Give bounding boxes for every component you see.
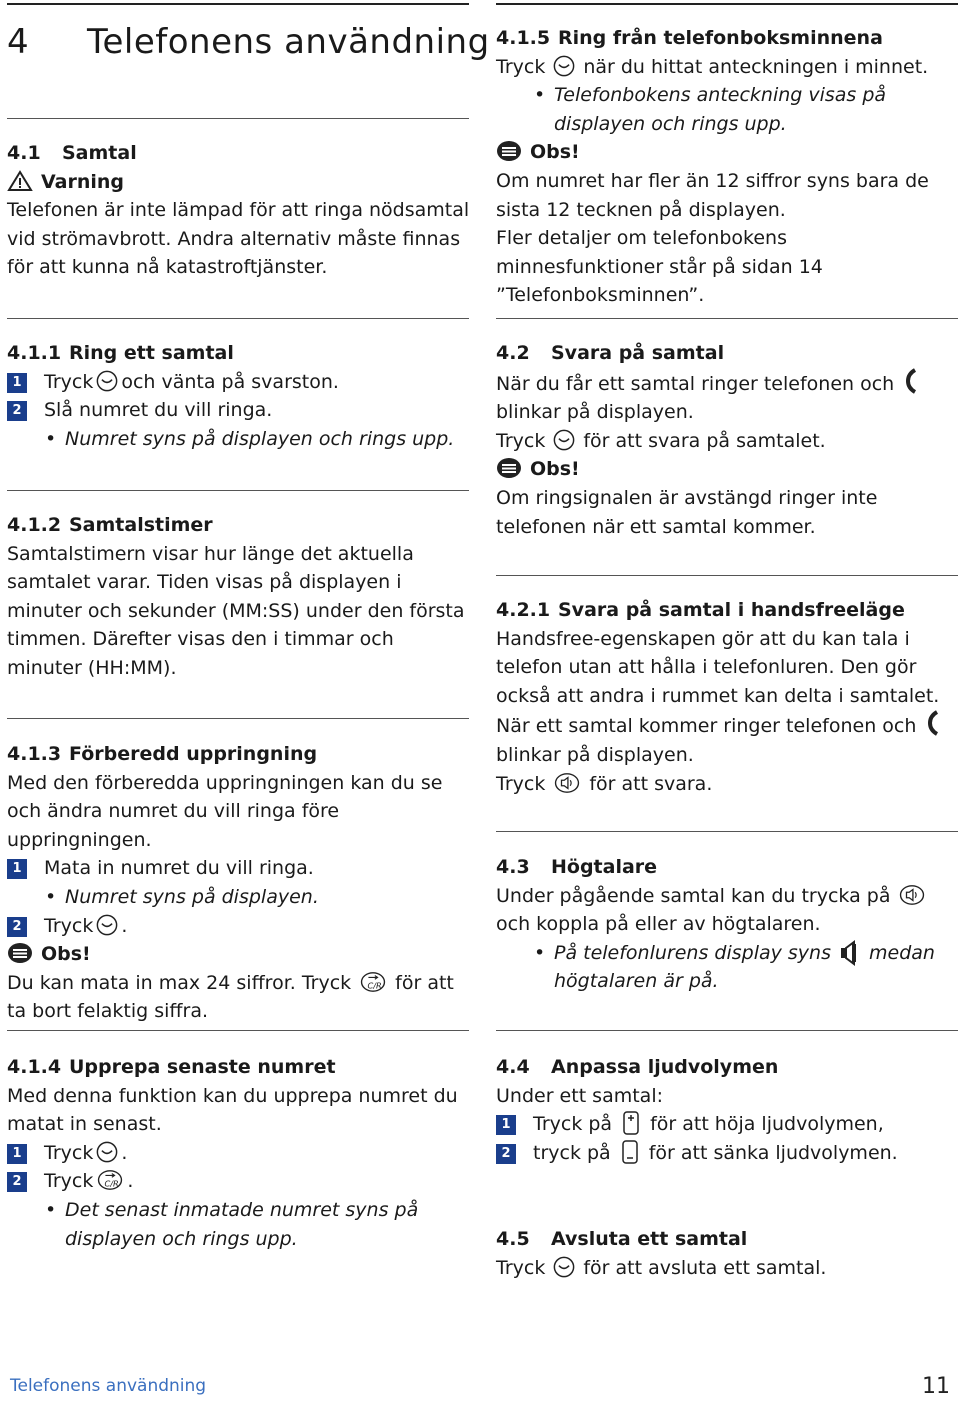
section-number: 4.1.1 xyxy=(7,342,62,364)
section-title: Avsluta ett samtal xyxy=(551,1228,748,1250)
talk-key-icon xyxy=(553,429,575,451)
note-icon xyxy=(496,140,522,162)
paragraph: blinkar på displayen. xyxy=(496,743,694,766)
step-text: Tryck xyxy=(44,914,94,937)
step-number: 1 xyxy=(7,859,27,879)
step-2 xyxy=(496,1139,959,1168)
section-4-1-1 xyxy=(7,339,470,453)
section-4-1-3 xyxy=(7,740,470,1026)
paragraph-text: för att svara på samtalet. xyxy=(583,429,826,452)
bullet-item: • Telefonbokens anteckning visas på displayen och rings upp. xyxy=(496,81,959,138)
step-text: för att sänka ljudvolymen. xyxy=(648,1141,898,1164)
step-text: Tryck xyxy=(44,1170,94,1193)
rule xyxy=(7,1030,469,1031)
section-number: 4.4 xyxy=(496,1056,530,1078)
note-title: Obs! xyxy=(530,458,580,481)
paragraph-text: Tryck xyxy=(496,1256,546,1279)
step-1 xyxy=(496,1110,959,1139)
top-rule-right xyxy=(496,3,958,5)
step-number: 2 xyxy=(7,917,27,937)
section-title: Upprepa senaste numret xyxy=(69,1056,336,1078)
section-number: 4.1.2 xyxy=(7,514,62,536)
section-title: Anpassa ljudvolymen xyxy=(551,1056,779,1078)
step-text: Tryck på xyxy=(533,1113,613,1136)
warning-text: Telefonen är inte lämpad för att ringa nödsamtal vid strömavbrott. Andra alternativ måste finnas för att kunna nå katastroftjänster. xyxy=(7,199,470,279)
section-number: 4.1.3 xyxy=(7,743,62,765)
rule xyxy=(496,1030,958,1031)
warning-icon xyxy=(7,170,33,192)
section-4-2 xyxy=(496,339,959,541)
note-icon xyxy=(7,942,33,964)
paragraph-text: Tryck xyxy=(496,55,546,78)
note-title: Obs! xyxy=(41,943,91,966)
rule xyxy=(7,490,469,491)
step-text: Tryck xyxy=(44,1141,94,1164)
section-title: Svara på samtal i handsfreeläge xyxy=(558,599,905,621)
paragraph: Om ringsignalen är avstängd ringer inte telefonen när ett samtal kommer. xyxy=(496,486,878,538)
bullet-item xyxy=(496,939,959,996)
talk-key-icon xyxy=(553,55,575,77)
ringing-handset-icon xyxy=(926,710,944,736)
step-text: Mata in numret du vill ringa. xyxy=(44,857,314,880)
section-title: Ring från telefonboksminnena xyxy=(558,27,883,49)
ringing-handset-icon xyxy=(904,368,922,394)
bullet-item: • Numret syns på displayen och rings upp. xyxy=(7,425,470,454)
step-text: Tryck xyxy=(44,370,94,393)
step-1 xyxy=(7,1139,470,1168)
paragraph: Handsfree-egenskapen gör att du kan tala i telefon utan att hålla i telefonluren. Den gör också att andra i rummet kan delta i samtalet. xyxy=(496,627,940,707)
rule xyxy=(7,318,469,319)
paragraph-text: för att svara. xyxy=(589,772,713,795)
section-4-1-2 xyxy=(7,511,470,683)
rule xyxy=(496,318,958,319)
step-text: Slå numret du vill ringa. xyxy=(44,399,273,422)
step-number: 2 xyxy=(7,401,27,421)
section-title: Förberedd uppringning xyxy=(69,743,318,765)
paragraph-text: när du hittat anteckningen i minnet. xyxy=(583,55,929,78)
step-text: . xyxy=(127,1170,134,1193)
chapter-title xyxy=(7,22,490,62)
section-4-1-4 xyxy=(7,1053,470,1253)
talk-key-icon xyxy=(96,1141,118,1163)
section-4-4 xyxy=(496,1053,959,1167)
paragraph: Med denna funktion kan du upprepa numret du matat in senast. xyxy=(7,1084,458,1136)
step-2 xyxy=(7,912,470,941)
step-number: 1 xyxy=(7,373,27,393)
talk-key-icon xyxy=(96,370,118,392)
step-number: 1 xyxy=(496,1115,516,1135)
paragraph: Med den förberedda uppringningen kan du se och ändra numret du vill ringa före uppringningen. xyxy=(7,771,443,851)
step-number: 2 xyxy=(7,1172,27,1192)
paragraph-text: och koppla på eller av högtalaren. xyxy=(496,913,821,936)
section-number: 4.5 xyxy=(496,1228,530,1250)
bullet-item: • Numret syns på displayen. xyxy=(7,883,470,912)
rule xyxy=(496,575,958,576)
paragraph-text: När du får ett samtal ringer telefonen och xyxy=(496,372,895,395)
section-title: Samtal xyxy=(62,142,137,164)
rule xyxy=(7,118,469,119)
bullet-text: På telefonlurens display syns xyxy=(554,941,831,964)
paragraph-text: Tryck xyxy=(496,429,546,452)
section-4-1-5 xyxy=(496,24,959,310)
section-title: Högtalare xyxy=(551,856,658,878)
rule xyxy=(7,718,469,719)
section-4-2-1 xyxy=(496,596,959,798)
paragraph-text: Under pågående samtal kan du trycka på xyxy=(496,884,891,907)
note-title: Obs! xyxy=(530,141,580,164)
step-number: 1 xyxy=(7,1144,27,1164)
step-text: för att höja ljudvolymen, xyxy=(650,1113,884,1136)
paragraph: Fler detaljer om telefonbokens minnesfunktioner står på sidan 14 ”Telefonboksminnen”. xyxy=(496,227,823,307)
paragraph: Samtalstimern visar hur länge det aktuella samtalet varar. Tiden visas på displayen i minuter och sekunder (MM:SS) under den första timmen. Därefter visas den i timmar och minuter (HH:MM). xyxy=(7,542,465,679)
paragraph: Under ett samtal: xyxy=(496,1084,664,1107)
step-2 xyxy=(7,1167,470,1196)
section-number: 4.2.1 xyxy=(496,599,551,621)
paragraph-text: Tryck xyxy=(496,772,546,795)
section-4-1 xyxy=(7,139,470,282)
clear-key-icon xyxy=(96,1169,124,1191)
section-title: Samtalstimer xyxy=(69,514,213,536)
step-1 xyxy=(7,854,470,883)
section-number: 4.3 xyxy=(496,856,530,878)
paragraph-text: för att ta bort felaktig siffra. xyxy=(7,971,454,1023)
volume-down-icon xyxy=(621,1139,639,1165)
section-number: 4.2 xyxy=(496,342,530,364)
page-number: 11 xyxy=(922,1374,950,1399)
paragraph-text: för att avsluta ett samtal. xyxy=(583,1256,827,1279)
section-number: 4.1 xyxy=(7,142,41,164)
clear-key-icon xyxy=(359,971,387,993)
note-icon xyxy=(496,457,522,479)
step-number: 2 xyxy=(496,1144,516,1164)
section-title: Ring ett samtal xyxy=(69,342,234,364)
volume-up-icon xyxy=(622,1110,640,1136)
chapter-name: Telefonens användning xyxy=(87,22,490,62)
section-number: 4.1.4 xyxy=(7,1056,62,1078)
chapter-number: 4 xyxy=(7,22,30,62)
talk-key-icon xyxy=(96,914,118,936)
section-title: Svara på samtal xyxy=(551,342,725,364)
talk-key-icon xyxy=(553,1256,575,1278)
step-2 xyxy=(7,396,470,425)
bullet-item: • Det senast inmatade numret syns på displayen och rings upp. xyxy=(7,1196,470,1253)
step-text: tryck på xyxy=(533,1141,611,1164)
step-text: . xyxy=(121,1141,128,1164)
speaker-display-icon xyxy=(839,939,861,967)
section-number: 4.1.5 xyxy=(496,27,551,49)
step-text: och vänta på svarston. xyxy=(121,370,339,393)
rule xyxy=(496,831,958,832)
paragraph-text: Du kan mata in max 24 siffror. Tryck xyxy=(7,971,352,994)
footer-section-label: Telefonens användning xyxy=(10,1376,207,1396)
step-text: . xyxy=(121,914,128,937)
speaker-key-icon xyxy=(553,772,581,794)
bullet-text: medan högtalaren är på. xyxy=(554,941,935,993)
section-4-3 xyxy=(496,853,959,996)
warning-title: Varning xyxy=(41,170,125,193)
paragraph-text: När ett samtal kommer ringer telefonen och xyxy=(496,715,917,738)
section-4-5 xyxy=(496,1225,959,1282)
paragraph: Om numret har fler än 12 siffror syns bara de sista 12 tecknen på displayen. xyxy=(496,169,929,221)
step-1 xyxy=(7,368,470,397)
paragraph: blinkar på displayen. xyxy=(496,401,694,424)
top-rule-left xyxy=(7,3,469,5)
speaker-key-icon xyxy=(898,884,926,906)
